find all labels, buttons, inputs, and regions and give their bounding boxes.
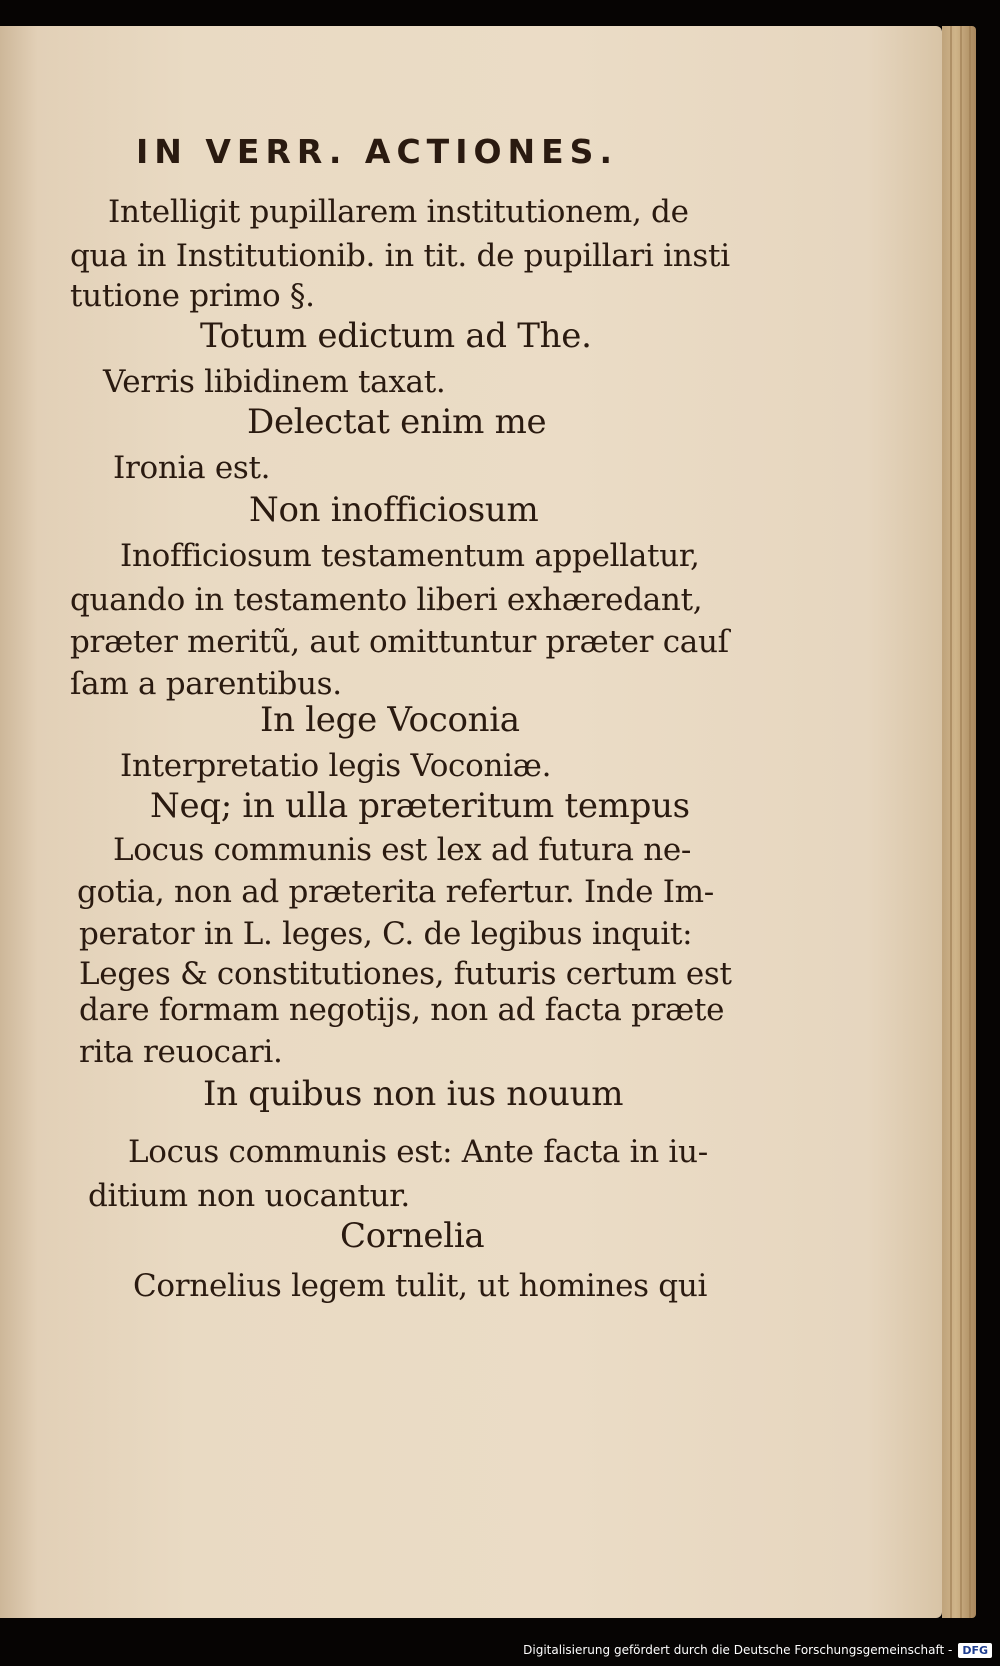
text-line: quando in testamento liberi exhæredant,	[70, 582, 703, 618]
running-head: IN VERR. ACTIONES.	[136, 132, 618, 171]
text-line: Intelligit pupillarem institutionem, de	[108, 194, 689, 230]
text-line: Leges & constitutiones, futuris certum est	[79, 956, 732, 992]
text-line: Cornelius legem tulit, ut homines qui	[133, 1268, 708, 1304]
page-edge-line	[969, 26, 971, 1618]
text-line: Locus communis est lex ad futura ne-	[113, 832, 692, 868]
text-line: Verris libidinem taxat.	[103, 364, 446, 400]
section-heading: Cornelia	[340, 1216, 485, 1256]
section-heading: Totum edictum ad The.	[200, 316, 592, 356]
text-line: Inofficiosum testamentum appellatur,	[120, 538, 700, 574]
credit-text: Digitalisierung gefördert durch die Deutsche Forschungsgemeinschaft -	[523, 1643, 953, 1657]
text-line: ditium non uocantur.	[88, 1178, 410, 1214]
text-line: qua in Institutionib. in tit. de pupillari insti	[70, 238, 730, 274]
text-line: tutione primo §.	[70, 278, 315, 314]
section-heading: In quibus non ius nouum	[203, 1074, 624, 1114]
text-line: ſam a parentibus.	[70, 666, 342, 702]
page-edge-line	[950, 26, 952, 1618]
text-line: præter meritũ, aut omittuntur præter cauſ	[70, 624, 729, 660]
digitization-credit	[523, 1640, 992, 1660]
section-heading: Neq; in ulla præteritum tempus	[150, 786, 690, 826]
page-edge-line	[960, 26, 962, 1618]
text-line: rita reuocari.	[79, 1034, 283, 1070]
section-heading: Non inofficiosum	[249, 490, 539, 530]
dfg-logo: DFG	[958, 1643, 992, 1658]
text-line: Ironia est.	[113, 450, 271, 486]
section-heading: In lege Voconia	[260, 700, 520, 740]
page-edge	[942, 26, 976, 1618]
text-line: Interpretatio legis Voconiæ.	[120, 748, 552, 784]
text-line: gotia, non ad præterita refertur. Inde Im-	[77, 874, 714, 910]
text-line: dare formam negotijs, non ad facta præte	[79, 992, 725, 1028]
text-line: Locus communis est: Ante facta in iu-	[128, 1134, 708, 1170]
section-heading: Delectat enim me	[247, 402, 547, 442]
text-line: perator in L. leges, C. de legibus inquit:	[79, 916, 693, 952]
